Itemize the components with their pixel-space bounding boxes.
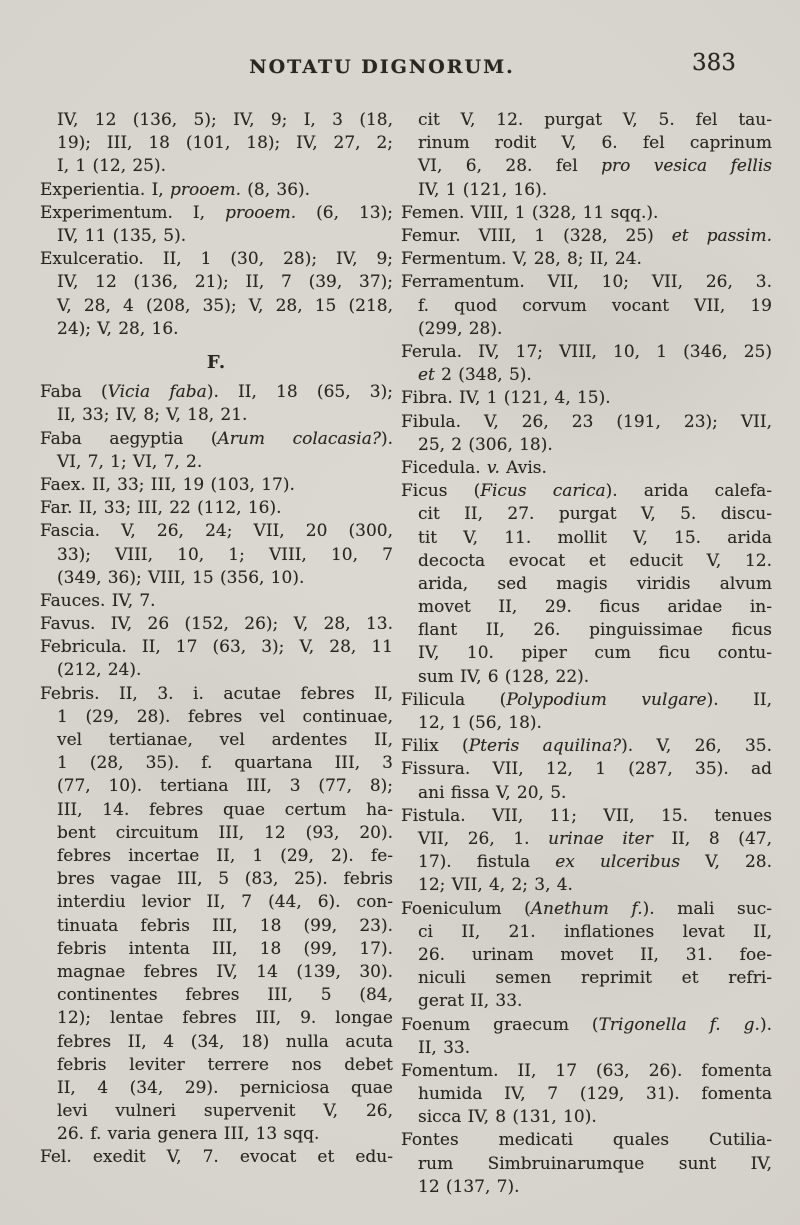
index-continuation-line bbox=[401, 1083, 772, 1106]
italic-text: Ficus carica bbox=[480, 481, 606, 502]
index-continuation-line bbox=[40, 799, 393, 822]
right-column bbox=[401, 109, 772, 1199]
line-text: ). bbox=[380, 428, 393, 449]
line-text: febres incertae II, 1 (29, 2). fe- bbox=[57, 846, 393, 866]
index-continuation-line bbox=[401, 1176, 772, 1199]
index-continuation-line bbox=[40, 155, 393, 178]
index-continuation-line bbox=[40, 1100, 393, 1123]
index-continuation-line bbox=[401, 179, 772, 202]
index-entry-line bbox=[40, 248, 393, 271]
line-text: IV, 12 (136, 21); II, 7 (39, 37); bbox=[57, 272, 393, 293]
line-text: ani fissa V, 20, 5. bbox=[418, 782, 567, 803]
line-text: ). II, 18 (65, 3); bbox=[206, 382, 393, 403]
line-text: 1 (29, 28). febres vel continuae, bbox=[57, 706, 393, 727]
italic-text: v. bbox=[486, 457, 500, 478]
index-continuation-line bbox=[401, 364, 772, 387]
line-text: 12; VII, 4, 2; 3, 4. bbox=[418, 875, 573, 896]
line-text: Faba aegyptia ( bbox=[40, 428, 218, 449]
index-continuation-line bbox=[401, 967, 772, 990]
index-entry-line bbox=[40, 520, 393, 543]
line-text: (349, 36); VIII, 15 (356, 10). bbox=[57, 567, 305, 588]
line-text: Femen. VIII, 1 (328, 11 sqq.). bbox=[401, 202, 659, 223]
index-continuation-line bbox=[40, 225, 393, 248]
index-entry-line bbox=[40, 381, 393, 404]
italic-text: Vicia faba bbox=[107, 382, 207, 403]
line-text: Febricula. II, 17 (63, 3); V, 28, 11 bbox=[40, 637, 393, 658]
index-continuation-line bbox=[401, 318, 772, 341]
index-continuation-line bbox=[401, 712, 772, 735]
line-text: Ferramentum. VII, 10; VII, 26, 3. bbox=[401, 272, 772, 293]
index-continuation-line bbox=[40, 659, 393, 682]
line-text: 12, 1 (56, 18). bbox=[418, 713, 542, 734]
line-text: 2 (348, 5). bbox=[434, 365, 532, 386]
index-continuation-line bbox=[40, 868, 393, 891]
line-text: VI, 6, 28. fel bbox=[418, 156, 602, 177]
index-continuation-line bbox=[401, 295, 772, 318]
line-text: Experimentum. I, bbox=[40, 202, 226, 223]
index-continuation-line bbox=[401, 874, 772, 897]
index-continuation-line bbox=[40, 845, 393, 868]
line-text: 26. urinam movet II, 31. foe- bbox=[418, 944, 772, 965]
index-continuation-line bbox=[40, 544, 393, 567]
index-continuation-line bbox=[40, 1123, 393, 1146]
line-text: (6, 13); bbox=[296, 202, 393, 223]
italic-text: Trigonella f. g. bbox=[598, 1014, 760, 1035]
line-text: VII, 26, 1. bbox=[418, 828, 549, 849]
line-text: (77, 10). tertiana III, 3 (77, 8); bbox=[57, 776, 393, 797]
index-entry-line bbox=[401, 225, 772, 248]
line-text: ). bbox=[759, 1014, 772, 1035]
index-continuation-line bbox=[40, 938, 393, 961]
line-text: ci II, 21. inflationes levat II, bbox=[418, 921, 772, 942]
index-entry-line bbox=[40, 179, 393, 202]
section-heading bbox=[40, 341, 393, 381]
index-entry-line bbox=[401, 758, 772, 781]
index-continuation-line bbox=[40, 271, 393, 294]
index-continuation-line bbox=[40, 915, 393, 938]
running-title: NOTATU DIGNORUM. bbox=[249, 56, 515, 78]
line-text: ). II, bbox=[706, 689, 772, 710]
line-text: VI, 7, 1; VI, 7, 2. bbox=[57, 451, 203, 472]
index-continuation-line bbox=[401, 155, 772, 178]
index-continuation-line bbox=[401, 851, 772, 874]
index-continuation-line bbox=[40, 109, 393, 132]
line-text: Filix ( bbox=[401, 736, 469, 757]
line-text: 24); V, 28, 16. bbox=[57, 318, 179, 339]
line-text: Ferula. IV, 17; VIII, 10, 1 (346, 25) bbox=[401, 341, 772, 362]
index-continuation-line bbox=[401, 1106, 772, 1129]
italic-text: urinae iter bbox=[548, 828, 653, 849]
line-text: Faba ( bbox=[40, 382, 108, 403]
index-entry-line bbox=[40, 590, 393, 613]
index-entry-line bbox=[40, 202, 393, 225]
index-entry-line bbox=[401, 248, 772, 271]
line-text: IV, 11 (135, 5). bbox=[57, 225, 187, 246]
index-entry-line bbox=[401, 341, 772, 364]
line-text: Filicula ( bbox=[401, 689, 507, 710]
line-text: Fibra. IV, 1 (121, 4, 15). bbox=[401, 388, 611, 409]
index-continuation-line bbox=[401, 527, 772, 550]
line-text: magnae febres IV, 14 (139, 30). bbox=[57, 961, 393, 982]
italic-text: ex ulceribus bbox=[555, 852, 681, 873]
index-columns bbox=[40, 109, 772, 1199]
line-text: F. bbox=[206, 351, 227, 373]
line-text: sum IV, 6 (128, 22). bbox=[418, 666, 590, 687]
index-continuation-line bbox=[40, 706, 393, 729]
italic-text: et passim. bbox=[671, 225, 772, 246]
index-continuation-line bbox=[401, 642, 772, 665]
index-continuation-line bbox=[401, 990, 772, 1013]
index-continuation-line bbox=[401, 1153, 772, 1176]
index-continuation-line bbox=[401, 619, 772, 642]
index-continuation-line bbox=[401, 573, 772, 596]
line-text: interdiu levior II, 7 (44, 6). con- bbox=[57, 892, 393, 913]
line-text: IV, 12 (136, 5); IV, 9; I, 3 (18, bbox=[57, 110, 393, 130]
line-text: II, 4 (34, 29). perniciosa quae bbox=[57, 1077, 393, 1098]
italic-text: Polypodium vulgare bbox=[506, 689, 707, 710]
italic-text: Arum colacasia? bbox=[217, 428, 381, 449]
index-entry-line bbox=[401, 1060, 772, 1083]
index-entry-line bbox=[401, 805, 772, 828]
line-text: III, 14. febres quae certum ha- bbox=[57, 799, 393, 820]
line-text: febres II, 4 (34, 18) nulla acuta bbox=[57, 1031, 393, 1052]
line-text: humida IV, 7 (129, 31). fomenta bbox=[418, 1084, 772, 1105]
index-continuation-line bbox=[40, 132, 393, 155]
line-text: Ficedula. bbox=[401, 457, 487, 478]
italic-text: et bbox=[418, 365, 435, 386]
index-entry-line bbox=[40, 497, 393, 520]
index-entry-line bbox=[40, 428, 393, 451]
line-text: Favus. IV, 26 (152, 26); V, 28, 13. bbox=[40, 614, 393, 635]
index-continuation-line bbox=[401, 503, 772, 526]
line-text: ). V, 26, 35. bbox=[621, 736, 772, 757]
index-continuation-line bbox=[40, 295, 393, 318]
index-continuation-line bbox=[401, 921, 772, 944]
line-text: 26. f. varia genera III, 13 sqq. bbox=[57, 1124, 320, 1145]
index-continuation-line bbox=[401, 434, 772, 457]
index-entry-line bbox=[401, 480, 772, 503]
index-entry-line bbox=[401, 271, 772, 294]
line-text: continentes febres III, 5 (84, bbox=[57, 985, 393, 1006]
page-number: 383 bbox=[692, 50, 736, 76]
line-text: febris leviter terrere nos debet bbox=[57, 1054, 393, 1075]
line-text: Fel. exedit V, 7. evocat et edu- bbox=[40, 1147, 393, 1168]
index-continuation-line bbox=[40, 984, 393, 1007]
index-continuation-line bbox=[401, 1037, 772, 1060]
index-continuation-line bbox=[40, 451, 393, 474]
index-continuation-line bbox=[401, 596, 772, 619]
line-text: (299, 28). bbox=[418, 318, 503, 339]
line-text: Fibula. V, 26, 23 (191, 23); VII, bbox=[401, 411, 772, 432]
index-continuation-line bbox=[40, 318, 393, 341]
line-text: Fermentum. V, 28, 8; II, 24. bbox=[401, 249, 642, 270]
index-continuation-line bbox=[401, 828, 772, 851]
line-text: (8, 36). bbox=[241, 179, 311, 200]
index-continuation-line bbox=[40, 961, 393, 984]
line-text: II, 33; IV, 8; V, 18, 21. bbox=[57, 405, 248, 426]
line-text: cit V, 12. purgat V, 5. fel tau- bbox=[418, 110, 772, 130]
line-text: decocta evocat et educit V, 12. bbox=[418, 550, 772, 571]
index-continuation-line bbox=[40, 1077, 393, 1100]
index-entry-line bbox=[401, 457, 772, 480]
index-entry-line bbox=[401, 202, 772, 225]
line-text: 19); III, 18 (101, 18); IV, 27, 2; bbox=[57, 133, 393, 154]
italic-text: prooem. bbox=[169, 179, 242, 200]
line-text: Fistula. VII, 11; VII, 15. tenues bbox=[401, 805, 772, 826]
line-text: bres vagae III, 5 (83, 25). febris bbox=[57, 869, 393, 890]
line-text: Far. II, 33; III, 22 (112, 16). bbox=[40, 498, 282, 519]
line-text: 17). fistula bbox=[418, 852, 556, 873]
line-text: tit V, 11. mollit V, 15. arida bbox=[418, 527, 772, 548]
index-entry-line bbox=[401, 1129, 772, 1152]
line-text: IV, 1 (121, 16). bbox=[418, 179, 548, 200]
index-entry-line bbox=[401, 735, 772, 758]
index-continuation-line bbox=[401, 782, 772, 805]
line-text: Avis. bbox=[499, 457, 547, 478]
line-text: Fomentum. II, 17 (63, 26). fomenta bbox=[401, 1060, 772, 1081]
index-continuation-line bbox=[40, 775, 393, 798]
line-text: 25, 2 (306, 18). bbox=[418, 434, 553, 455]
line-text: V, 28. bbox=[680, 852, 772, 873]
line-text: 12); lentae febres III, 9. longae bbox=[57, 1008, 393, 1029]
line-text: Fontes medicati quales Cutilia- bbox=[401, 1130, 772, 1151]
index-entry-line bbox=[40, 1146, 393, 1169]
line-text: Ficus ( bbox=[401, 481, 481, 502]
line-text: tinuata febris III, 18 (99, 23). bbox=[57, 915, 393, 936]
line-text: Foenum graecum ( bbox=[401, 1014, 599, 1035]
line-text: (212, 24). bbox=[57, 660, 142, 681]
line-text: rum Simbruinarumque sunt IV, bbox=[418, 1153, 772, 1174]
line-text: gerat II, 33. bbox=[418, 991, 523, 1012]
index-continuation-line bbox=[401, 944, 772, 967]
line-text: Foeniculum ( bbox=[401, 898, 531, 919]
index-continuation-line bbox=[40, 1054, 393, 1077]
line-text: Febris. II, 3. i. acutae febres II, bbox=[40, 683, 393, 704]
line-text: V, 28, 4 (208, 35); V, 28, 15 (218, bbox=[57, 295, 393, 316]
line-text: I, 1 (12, 25). bbox=[57, 156, 167, 177]
line-text: 1 (28, 35). f. quartana III, 3 bbox=[57, 753, 393, 774]
index-entry-line bbox=[401, 898, 772, 921]
line-text: Faex. II, 33; III, 19 (103, 17). bbox=[40, 474, 295, 495]
line-text: febris intenta III, 18 (99, 17). bbox=[57, 938, 393, 959]
index-entry-line bbox=[40, 683, 393, 706]
index-continuation-line bbox=[401, 109, 772, 132]
line-text: flant II, 26. pinguissimae ficus bbox=[418, 620, 772, 641]
index-continuation-line bbox=[40, 729, 393, 752]
index-continuation-line bbox=[40, 404, 393, 427]
line-text: sicca IV, 8 (131, 10). bbox=[418, 1107, 597, 1128]
line-text: Experientia. I, bbox=[40, 179, 170, 200]
line-text: II, 8 (47, bbox=[652, 828, 772, 849]
index-entry-line bbox=[401, 411, 772, 434]
line-text: IV, 10. piper cum ficu contu- bbox=[418, 643, 772, 664]
index-continuation-line bbox=[40, 567, 393, 590]
index-entry-line bbox=[401, 387, 772, 410]
index-continuation-line bbox=[40, 1007, 393, 1030]
line-text: f. quod corvum vocant VII, 19 bbox=[418, 295, 772, 316]
index-entry-line bbox=[40, 613, 393, 636]
line-text: levi vulneri supervenit V, 26, bbox=[57, 1101, 393, 1122]
line-text: Femur. VIII, 1 (328, 25) bbox=[401, 225, 672, 246]
index-entry-line bbox=[40, 474, 393, 497]
index-continuation-line bbox=[40, 1031, 393, 1054]
line-text: Fauces. IV, 7. bbox=[40, 590, 156, 611]
line-text: arida, sed magis viridis alvum bbox=[418, 573, 772, 594]
line-text: movet II, 29. ficus aridae in- bbox=[418, 597, 772, 618]
line-text: bent circuitum III, 12 (93, 20). bbox=[57, 822, 393, 843]
left-column bbox=[40, 109, 393, 1199]
line-text: ). arida calefa- bbox=[605, 481, 772, 502]
index-continuation-line bbox=[40, 822, 393, 845]
line-text: Fissura. VII, 12, 1 (287, 35). ad bbox=[401, 759, 772, 780]
line-text: Fascia. V, 26, 24; VII, 20 (300, bbox=[40, 521, 393, 542]
italic-text: pro vesica fellis bbox=[601, 156, 772, 177]
line-text: 12 (137, 7). bbox=[418, 1176, 520, 1197]
line-text: niculi semen reprimit et refri- bbox=[418, 968, 772, 989]
index-continuation-line bbox=[401, 550, 772, 573]
line-text: 33); VIII, 10, 1; VIII, 10, 7 bbox=[57, 544, 393, 565]
index-continuation-line bbox=[40, 752, 393, 775]
line-text: Exulceratio. II, 1 (30, 28); IV, 9; bbox=[40, 249, 393, 270]
italic-text: Pteris aquilina? bbox=[468, 736, 622, 757]
index-entry-line bbox=[401, 689, 772, 712]
italic-text: prooem. bbox=[225, 202, 297, 223]
line-text: ). mali suc- bbox=[642, 898, 772, 919]
index-entry-line bbox=[40, 636, 393, 659]
index-continuation-line bbox=[401, 666, 772, 689]
index-continuation-line bbox=[40, 891, 393, 914]
line-text: cit II, 27. purgat V, 5. discu- bbox=[418, 504, 772, 525]
line-text: II, 33. bbox=[418, 1037, 471, 1058]
index-continuation-line bbox=[401, 132, 772, 155]
italic-text: Anethum f. bbox=[530, 898, 643, 919]
line-text: rinum rodit V, 6. fel caprinum bbox=[418, 133, 772, 154]
index-entry-line bbox=[401, 1014, 772, 1037]
line-text: vel tertianae, vel ardentes II, bbox=[57, 730, 393, 751]
